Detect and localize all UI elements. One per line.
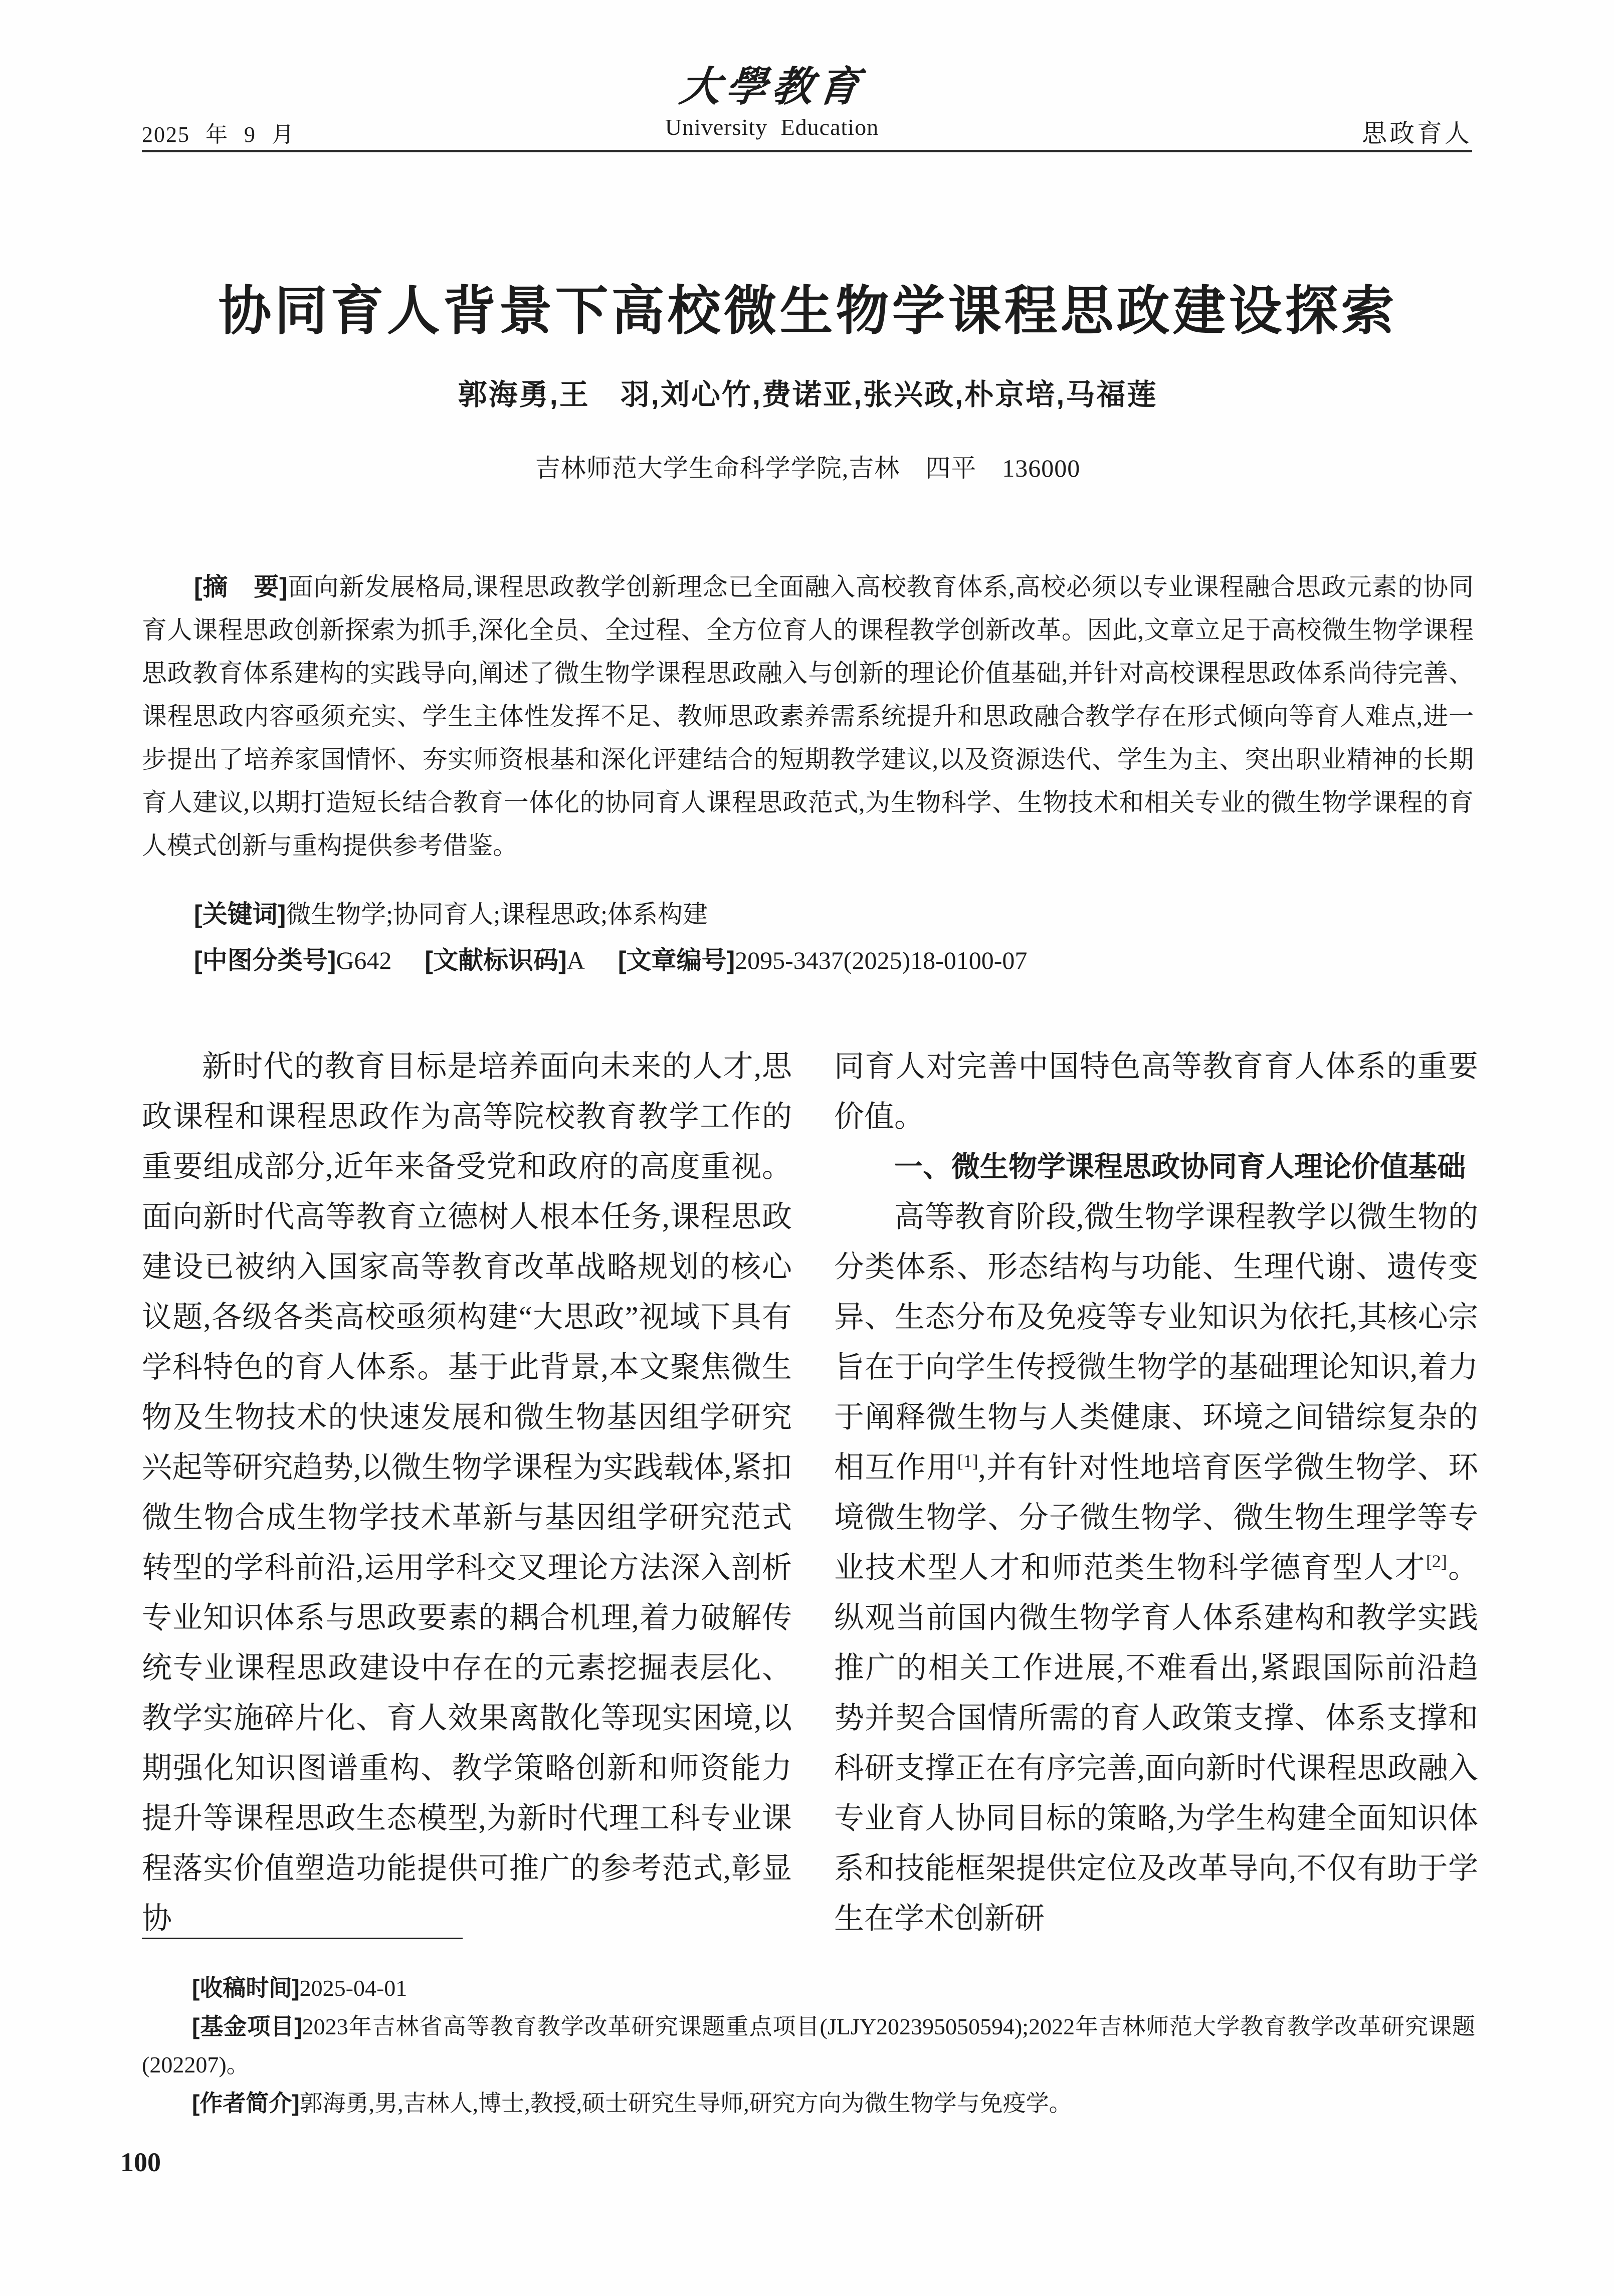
body-paragraph (834, 1192, 1478, 1944)
footnote-funding (142, 2007, 1475, 2084)
footnotes (142, 1969, 1475, 2123)
doc-code-label: [文献标识码] (425, 946, 567, 974)
keywords (142, 898, 1474, 930)
section-heading: 一、微生物学课程思政协同育人理论价值基础 (894, 1151, 1466, 1183)
keywords-label: [关键词] (194, 900, 286, 928)
classification-line (142, 944, 1474, 976)
footnote-text: 郭海勇,男,吉林人,博士,教授,硕士研究生导师,研究方向为微生物学与免疫学。 (299, 2091, 1072, 2116)
footnote-rule (142, 1938, 463, 1939)
article-authors: 郭海勇,王 羽,刘心竹,费诺亚,张兴政,朴京培,马福莲 (458, 378, 1158, 411)
abstract-label: [摘 要] (194, 573, 288, 601)
abstract-text: 面向新发展格局,课程思政教学创新理念已全面融入高校教育体系,高校必须以专业课程融合思政元素的协同育人课程思政创新探索为抓手,深化全员、全过程、全方位育人的课程教学创新改革。因此,文章立足于高校微生物学课程思政教育体系建构的实践导向,阐述了微生物学课程思政融入与创新的理论价值基础,并针对高校课程思政体系尚待完善、课程思政内容亟须充实、学生主体性发挥不足、教师思政素养需系统提升和思政融合教学存在形式倾向等育人难点,进一步提出了培养家国情怀、夯实师资根基和深化评建结合的短期教学建议,以及资源迭代、学生为主、突出职业精神的长期育人建议,以期打造短长结合教育一体化的协同育人课程思政范式,为生物科学、生物技术和相关专业的微生物学课程的育人模式创新与重构提供参考借鉴。 (142, 573, 1474, 860)
column-name: 思政育人 (1362, 119, 1472, 147)
article-title: 协同育人背景下高校微生物学课程思政建设探索 (218, 282, 1397, 341)
footnote-label: [作者简介] (192, 2090, 300, 2116)
reference-marker: [1] (957, 1451, 978, 1471)
journal-masthead (622, 66, 922, 139)
paragraph-text: 高等教育阶段,微生物学课程教学以微生物的分类体系、形态结构与功能、生理代谢、遗传变异、生态分布及免疫等专业知识为依托,其核心宗旨在于向学生传授微生物学的基础理论知识,着力于阐释微生物与人类健康、环境之间错综复杂的相互作用 (834, 1200, 1478, 1484)
issue-date: 2025 年 9 月 (142, 122, 295, 147)
footnote-label: [收稿时间] (192, 1975, 300, 2001)
clc-value: G642 (336, 946, 392, 974)
body-paragraph: 新时代的教育目标是培养面向未来的人才,思政课程和课程思政作为高等院校教育教学工作的重要组成部分,近年来备受党和政府的高度重视。面向新时代高等教育立德树人根本任务,课程思政建设已被纳入国家高等教育改革战略规划的核心议题,各级各类高校亟须构建“大思政”视域下具有学科特色的育人体系。基于此背景,本文聚焦微生物及生物技术的快速发展和微生物基因组学研究兴起等研究趋势,以微生物学课程为实践载体,紧扣微生物合成生物学技术革新与基因组学研究范式转型的学科前沿,运用学科交叉理论方法深入剖析专业知识体系与思政要素的耦合机理,着力破解传统专业课程思政建设中存在的元素挖掘表层化、教学实施碎片化、育人效果离散化等现实困境,以期强化知识图谱重构、教学策略创新和师资能力提升等课程思政生态模型,为新时代理工科专业课程落实价值塑造功能提供可推广的参考范式,彰显协 (142, 1050, 792, 1935)
page-number: 100 (120, 2147, 161, 2177)
footnote-text: 2023年吉林省高等教育教学改革研究课题重点项目(JLJY202395050594);2022年吉林师范大学教育教学改革研究课题(202207)。 (142, 2014, 1475, 2077)
article-id-value: 2095-3437(2025)18-0100-07 (735, 946, 1028, 974)
body-column-left (142, 1041, 792, 1944)
doc-code-value: A (566, 946, 585, 974)
clc-label: [中图分类号] (194, 946, 336, 974)
footnote-label: [基金项目] (192, 2013, 302, 2039)
footnote-author-bio (142, 2084, 1475, 2123)
body-column-right (834, 1041, 1478, 1944)
body-paragraph-continuation: 同育人对完善中国特色高等教育育人体系的重要价值。 (834, 1050, 1478, 1133)
footnote-received (142, 1969, 1475, 2007)
paragraph-text: ,并有针对性地培育医学微生物学、环境微生物学、分子微生物学、微生物生理学等专业技术型人才和师范类生物科学德育型人才 (834, 1451, 1479, 1584)
journal-logo-calligraphy: 大學教育 (677, 64, 867, 110)
reference-marker: [2] (1426, 1551, 1447, 1571)
keywords-text: 微生物学;协同育人;课程思政;体系构建 (286, 900, 708, 928)
header-rule (142, 150, 1472, 152)
article-id-label: [文章编号] (618, 946, 735, 974)
footnote-text: 2025-04-01 (299, 1975, 408, 2001)
journal-name-english: University Education (665, 114, 879, 140)
paragraph-text: 。纵观当前国内微生物学育人体系建构和教学实践推广的相关工作进展,不难看出,紧跟国际前沿趋势并契合国情所需的育人政策支撑、体系支撑和科研支撑正在有序完善,面向新时代课程思政融入专业育人协同目标的策略,为学生构建全面知识体系和技能框架提供定位及改革导向,不仅有助于学生在学术创新研 (834, 1551, 1479, 1935)
article-affiliation: 吉林师范大学生命科学学院,吉林 四平 136000 (535, 454, 1081, 482)
abstract (142, 565, 1474, 867)
